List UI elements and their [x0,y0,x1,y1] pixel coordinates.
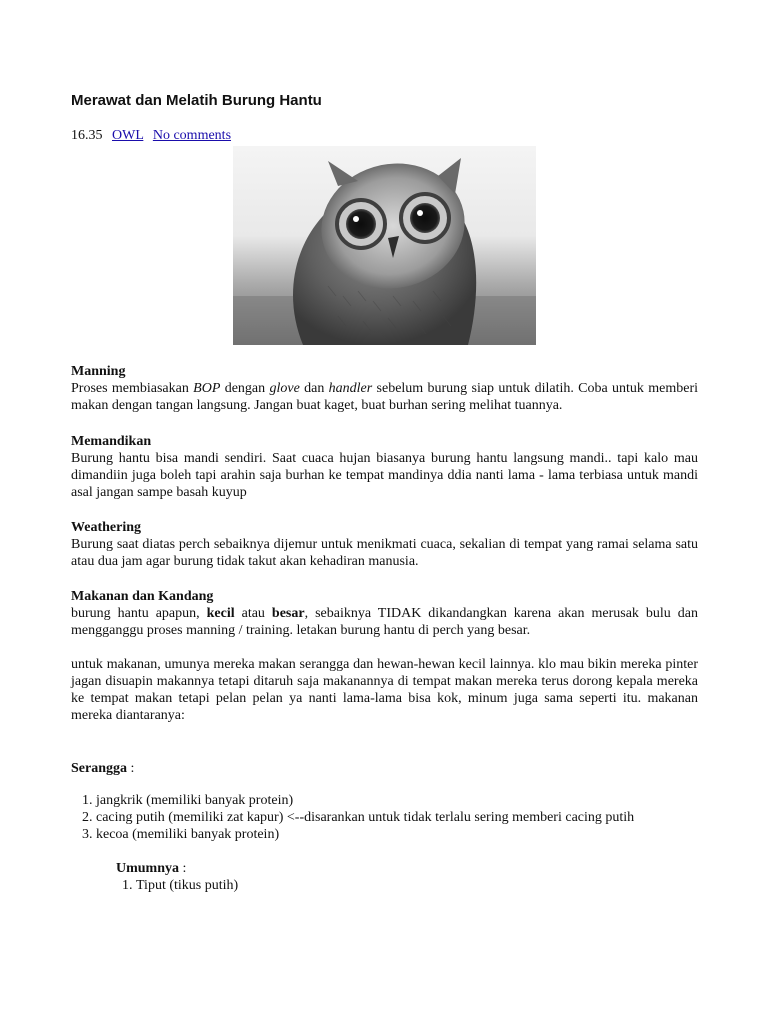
section-heading: Weathering [71,520,141,535]
emphasis-glove: glove [269,381,300,396]
article-title: Merawat dan Melatih Burung Hantu [71,92,322,109]
comments-link[interactable]: No comments [152,128,232,143]
section-heading: Umumnya [116,861,180,876]
section-umumnya [116,860,696,894]
text-run: dan [299,381,329,396]
post-time: 16.35 [71,128,103,143]
heading-suffix: : [179,861,187,876]
label-link[interactable]: OWL [112,128,144,143]
section-heading: Memandikan [71,434,152,449]
owl-image [233,146,536,345]
text-run: burung hantu apapun, [71,606,207,621]
umumnya-list [116,877,696,894]
bold-kecil: kecil [206,606,235,621]
section-paragraph: Burung saat diatas perch sebaiknya dijemur untuk menikmati cuaca, sekalian di tempat yang ramai selama satu atau dua jam agar burung tidak takut akan kehadiran manusia. [71,537,698,569]
emphasis-bop: BOP [193,381,221,396]
list-item: 2. cacing putih (memiliki zat kapur) <--disarankan untuk tidak terlalu sering memberi cacing putih [96,809,698,826]
section-makanan [71,588,698,724]
section-memandikan [71,433,698,501]
text-run: , sebaiknya TIDAK dikandangkan karena akan merusak bulu dan mengganggu proses manning / training. letakan burung hantu di perch yang besar. [71,606,698,638]
heading-suffix: : [127,761,135,776]
post-meta [71,128,231,144]
owl-photo [233,146,536,345]
text-run: Proses membiasakan [71,381,194,396]
section-paragraph [71,380,698,414]
serangga-list [71,792,698,843]
emphasis-handler: handler [328,381,373,396]
section-serangga [71,760,698,843]
section-heading: Serangga [71,761,127,776]
list-item: 1. Tiput (tikus putih) [136,877,696,894]
section-heading: Makanan dan Kandang [71,589,214,604]
list-item: 1. jangkrik (memiliki banyak protein) [96,792,698,809]
list-item: 3. kecoa (memiliki banyak protein) [96,826,698,843]
section-manning [71,363,698,414]
section-weathering [71,519,698,570]
text-run: atau [234,606,272,621]
section-paragraph: untuk makanan, umunya mereka makan serangga dan hewan-hewan kecil lainnya. klo mau bikin mereka pinter jagan disuapin makannya tetapi ditaruh saja makanannya di tempat makan mereka terus dorong kepala mereka ke tempat makan tetapi pelan pelan ya nanti lama-lama bisa kok, minum juga sama seperti itu. makanan mereka diantaranya: [71,657,698,723]
text-run: dengan [220,381,270,396]
section-paragraph [71,605,698,639]
text-run: sebelum burung siap untuk dilatih. Coba untuk memberi makan dengan tangan langsung. Jangan buat kaget, buat burhan sering melihat tuannya. [71,381,699,413]
section-heading: Manning [71,364,126,379]
bold-besar: besar [271,606,305,621]
section-paragraph: Burung hantu bisa mandi sendiri. Saat cuaca hujan biasanya burung hantu langsung mandi.. tapi kalo mau dimandiin juga boleh tapi arahin saja burhan ke tempat mandinya ddia nanti lama - lama terbiasa untuk mandi asal jangan sampe basah kuyup [71,451,698,500]
